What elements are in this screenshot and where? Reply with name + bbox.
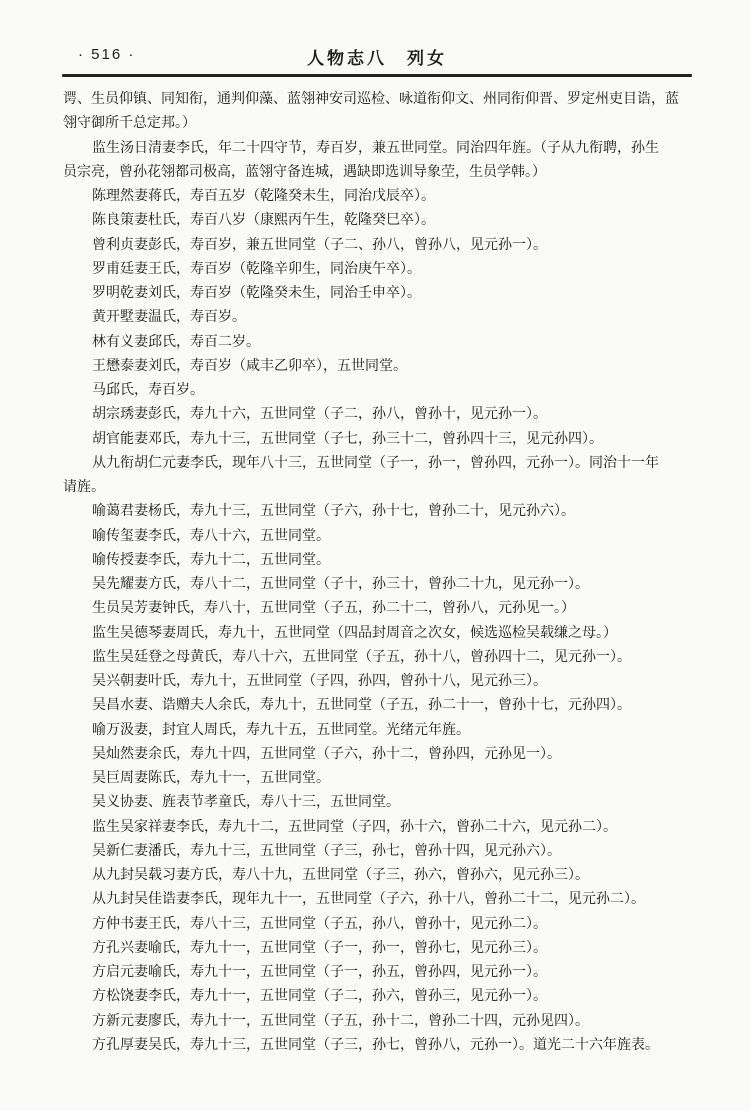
record-line: 吴先耀妻方氏，寿八十二，五世同堂（子十，孙三十，曾孙二十九，见元孙一）。 (92, 575, 589, 591)
record-line: 监生汤日清妻李氏，年二十四守节，寿百岁，兼五世同堂。同治四年旌。（子从九衔聘，孙生 (92, 138, 659, 155)
record-line: 监生吴廷登之母黄氏，寿八十六，五世同堂（子五，孙十八，曾孙四十二，见元孙一）。 (92, 647, 631, 664)
record-line: 吴昌水妻、诰赠夫人余氏，寿九十，五世同堂（子五，孙二十一，曾孙十七，元孙四）。 (92, 696, 631, 713)
record-line: 王懋泰妻刘氏，寿百岁（咸丰乙卯卒），五世同堂。 (92, 356, 407, 373)
record-line: 喻万汲妻，封宜人周氏，寿九十五，五世同堂。光绪元年旌。 (92, 720, 470, 737)
record-line: 生员吴芳妻钟氏，寿八十，五世同堂（子五，孙二十二，曾孙八，元孙见一。） (92, 599, 575, 616)
record-line: 胡官能妻邓氏，寿九十三，五世同堂（子七，孙三十二，曾孙四十三，见元孙四）。 (92, 429, 603, 446)
record-line: 吴灿然妻余氏，寿九十四，五世同堂（子六，孙十二，曾孙四，元孙见一）。 (92, 744, 561, 761)
record-line: 翎守御所千总定邦。） (63, 114, 196, 131)
record-line: 从九封吴佳诰妻李氏，现年九十一，五世同堂（子六，孙十八，曾孙二十二，见元孙二）。 (92, 890, 645, 907)
record-line: 方孔厚妻吴氏，寿九十三，五世同堂（子三，孙七，曾孙八，元孙一）。道光二十六年旌表。 (92, 1035, 659, 1052)
record-line: 请旌。 (63, 478, 105, 494)
record-line: 员宗亮，曾孙花翎都司极高，蓝翎守备连城，遇缺即选训导象茔，生员学韩。） (63, 162, 546, 179)
record-line: 吴义协妻、旌表节孝童氏，寿八十三，五世同堂。 (92, 793, 400, 810)
record-line: 喻蔼君妻杨氏，寿九十三，五世同堂（子六，孙十七，曾孙二十，见元孙六）。 (92, 502, 575, 519)
record-line: 曾利贞妻彭氏，寿百岁，兼五世同堂（子二、孙八，曾孙八，见元孙一）。 (92, 235, 547, 252)
record-line: 罗明乾妻刘氏，寿百岁（乾隆癸未生，同治壬申卒）。 (92, 284, 421, 300)
record-line: 林有义妻邱氏，寿百二岁。 (92, 332, 260, 349)
page-title: 人物志八 列女 (307, 49, 447, 68)
record-line: 陈理然妻蒋氏，寿百五岁（乾隆癸未生，同治戊辰卒）。 (92, 187, 435, 203)
record-line: 黄开墅妻温氏，寿百岁。 (92, 308, 246, 325)
record-line: 陈良策妻杜氏，寿百八岁（康熙丙午生，乾隆癸巳卒）。 (92, 211, 435, 228)
record-line: 监生吴家祥妻李氏，寿九十二，五世同堂（子四，孙十六，曾孙二十六，见元孙二）。 (92, 817, 617, 834)
record-line: 方新元妻廖氏，寿九十一，五世同堂（子五，孙十二，曾孙二十四，元孙见四）。 (92, 1011, 589, 1028)
record-line: 胡宗琇妻彭氏，寿九十六，五世同堂（子二，孙八，曾孙十，见元孙一）。 (92, 405, 547, 422)
record-line: 方启元妻喻氏，寿九十一，五世同堂（子一，孙五，曾孙四，见元孙一）。 (92, 963, 547, 979)
header-rule-divider (62, 74, 692, 77)
record-line: 谔、生员仰镇、同知衔，通判仰藻、蓝翎神安司巡检、咏道衔仰文、州同衔仰晋、罗定州吏目诰，蓝 (63, 90, 679, 106)
record-line: 吴巨周妻陈氏，寿九十一，五世同堂。 (92, 769, 330, 785)
record-line: 从九封吴载习妻方氏，寿八十九，五世同堂（子三，孙六，曾孙六，见元孙三）。 (92, 866, 589, 882)
record-line: 马邱氏，寿百岁。 (92, 381, 204, 397)
record-line: 方孔兴妻喻氏，寿九十一，五世同堂（子一，孙一，曾孙七，见元孙三）。 (92, 938, 547, 955)
record-line: 方仲书妻王氏，寿八十三，五世同堂（子五，孙八，曾孙十，见元孙二）。 (92, 914, 547, 931)
record-line: 从九衔胡仁元妻李氏，现年八十三，五世同堂（子一，孙一，曾孙四，元孙一）。同治十一年 (92, 453, 659, 470)
record-line: 方松饶妻李氏，寿九十一，五世同堂（子二，孙六，曾孙三，见元孙一）。 (92, 987, 547, 1004)
record-line: 监生吴德琴妻周氏，寿九十，五世同堂（四品封周音之次女，候选巡检吴载缣之母。） (92, 623, 617, 640)
record-line: 吴兴朝妻叶氏，寿九十，五世同堂（子四，孙四，曾孙十八，见元孙三）。 (92, 672, 547, 688)
record-line: 罗甫廷妻王氏，寿百岁（乾隆辛卯生，同治庚午卒）。 (92, 259, 421, 276)
record-line: 喻传授妻李氏，寿九十二，五世同堂。 (92, 550, 330, 567)
record-line: 吴新仁妻潘氏，寿九十三，五世同堂（子三，孙七，曾孙十四，见元孙六）。 (92, 841, 561, 858)
page-header (62, 44, 692, 70)
body-text (63, 86, 735, 1056)
page-number: · 516 · (78, 46, 136, 63)
record-line: 喻传玺妻李氏，寿八十六，五世同堂。 (92, 526, 330, 543)
